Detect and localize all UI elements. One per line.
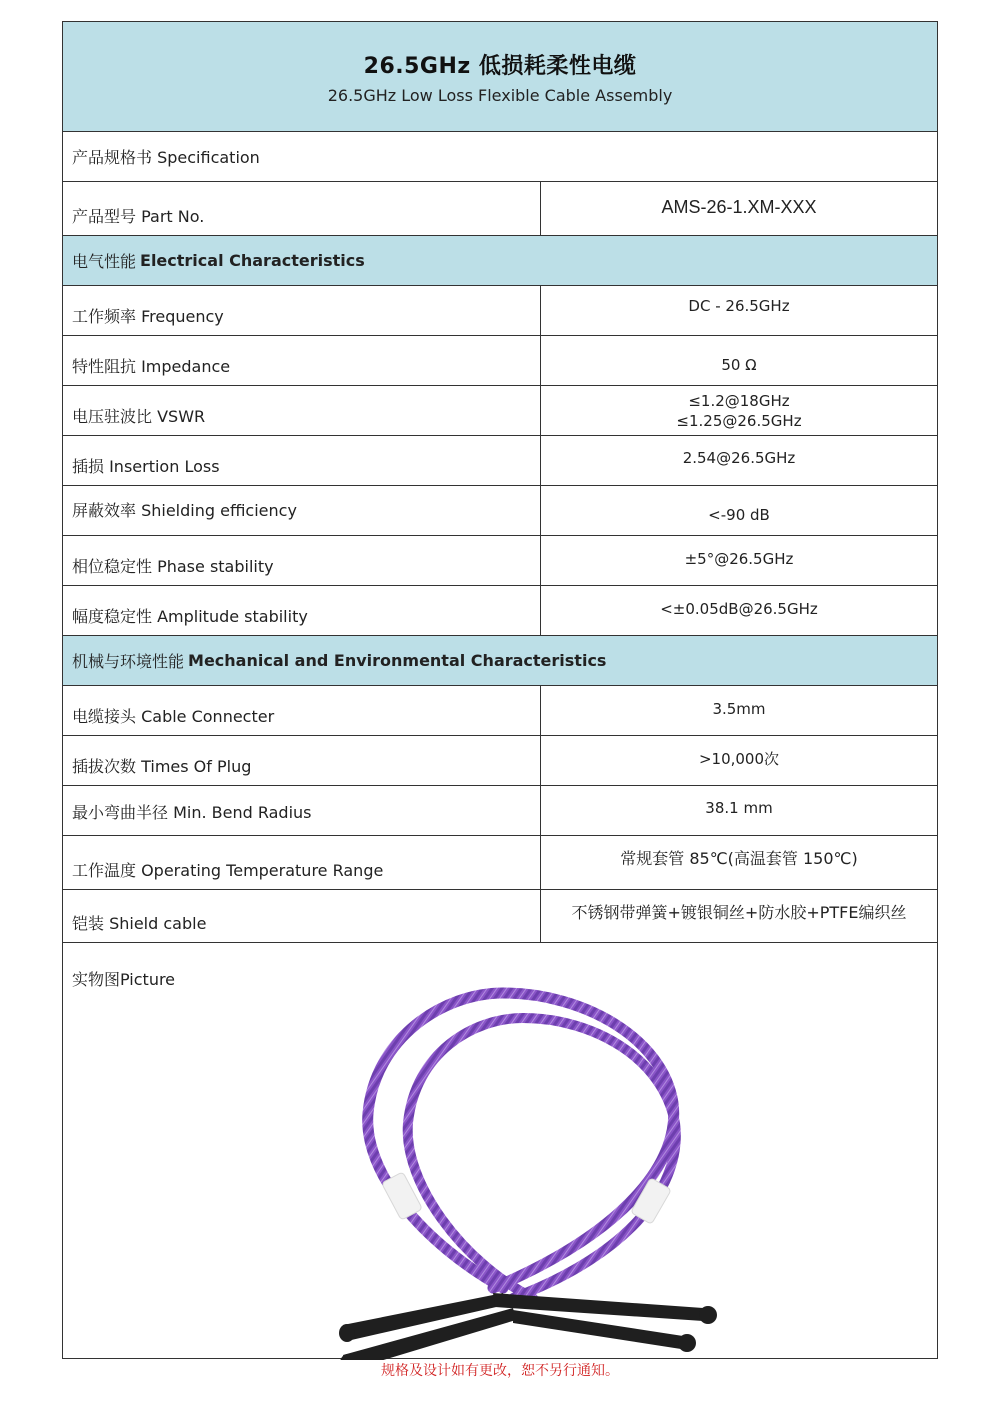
row-label: 幅度稳定性 Amplitude stability — [63, 586, 541, 635]
table-row — [63, 735, 937, 785]
mechanical-section-header — [63, 635, 937, 685]
row-label: 相位稳定性 Phase stability — [63, 536, 541, 585]
table-row — [63, 685, 937, 735]
row-label: 工作温度 Operating Temperature Range — [63, 836, 541, 889]
row-label: 插损 Insertion Loss — [63, 436, 541, 485]
spec-label: 产品规格书 Specification — [72, 148, 260, 167]
part-value: AMS-26-1.XM-XXX — [661, 196, 817, 217]
row-value-group — [541, 386, 937, 435]
row-label: 工作频率 Frequency — [63, 286, 541, 335]
table-row — [63, 835, 937, 889]
row-value: ≤1.25@26.5GHz — [676, 411, 802, 430]
spec-sheet — [62, 21, 938, 1359]
row-value: DC - 26.5GHz — [688, 296, 790, 315]
picture-label: 实物图Picture — [72, 970, 176, 989]
cable-image — [63, 943, 937, 1360]
table-row — [63, 335, 937, 385]
row-label: 铠装 Shield cable — [63, 890, 541, 942]
picture-section — [63, 942, 937, 1359]
row-value: <-90 dB — [708, 505, 770, 524]
table-row — [63, 385, 937, 435]
row-label: 插拔次数 Times Of Plug — [63, 736, 541, 785]
row-value: 38.1 mm — [705, 798, 773, 817]
row-value: ≤1.2@18GHz — [688, 391, 790, 410]
row-label: 特性阻抗 Impedance — [63, 336, 541, 385]
spec-row — [63, 131, 937, 181]
title-block — [63, 22, 937, 131]
page-subtitle: 26.5GHz Low Loss Flexible Cable Assembly — [327, 85, 673, 105]
row-value: 2.54@26.5GHz — [682, 448, 796, 467]
row-value: 常规套管 85℃(高温套管 150℃) — [620, 848, 858, 868]
row-label: 电压驻波比 VSWR — [63, 386, 541, 435]
table-row — [63, 585, 937, 635]
page-title: 26.5GHz 低损耗柔性电缆 — [363, 53, 637, 79]
row-value: 不锈钢带弹簧+镀银铜丝+防水胶+PTFE编织丝 — [571, 903, 907, 922]
row-value: ±5°@26.5GHz — [684, 549, 794, 568]
mechanical-section-en: Mechanical and Environmental Characteristics — [188, 651, 607, 670]
table-row — [63, 285, 937, 335]
table-row — [63, 485, 937, 535]
electrical-section-cn: 电气性能 — [72, 252, 137, 271]
row-value: <±0.05dB@26.5GHz — [660, 599, 818, 618]
electrical-section-header — [63, 235, 937, 285]
row-label: 最小弯曲半径 Min. Bend Radius — [63, 786, 541, 835]
part-label: 产品型号 Part No. — [63, 182, 541, 235]
row-label: 屏蔽效率 Shielding efficiency — [63, 486, 541, 535]
row-value: 50 Ω — [721, 355, 757, 374]
mechanical-section-cn: 机械与环境性能 — [72, 652, 185, 671]
row-value: >10,000次 — [698, 749, 780, 768]
table-row — [63, 435, 937, 485]
part-row — [63, 181, 937, 235]
electrical-section-en: Electrical Characteristics — [140, 251, 365, 270]
table-row — [63, 785, 937, 835]
row-value: 3.5mm — [712, 699, 766, 718]
row-label: 电缆接头 Cable Connecter — [63, 686, 541, 735]
footer-note: 规格及设计如有更改，恕不另行通知。 — [381, 1363, 619, 1379]
table-row — [63, 889, 937, 942]
table-row — [63, 535, 937, 585]
